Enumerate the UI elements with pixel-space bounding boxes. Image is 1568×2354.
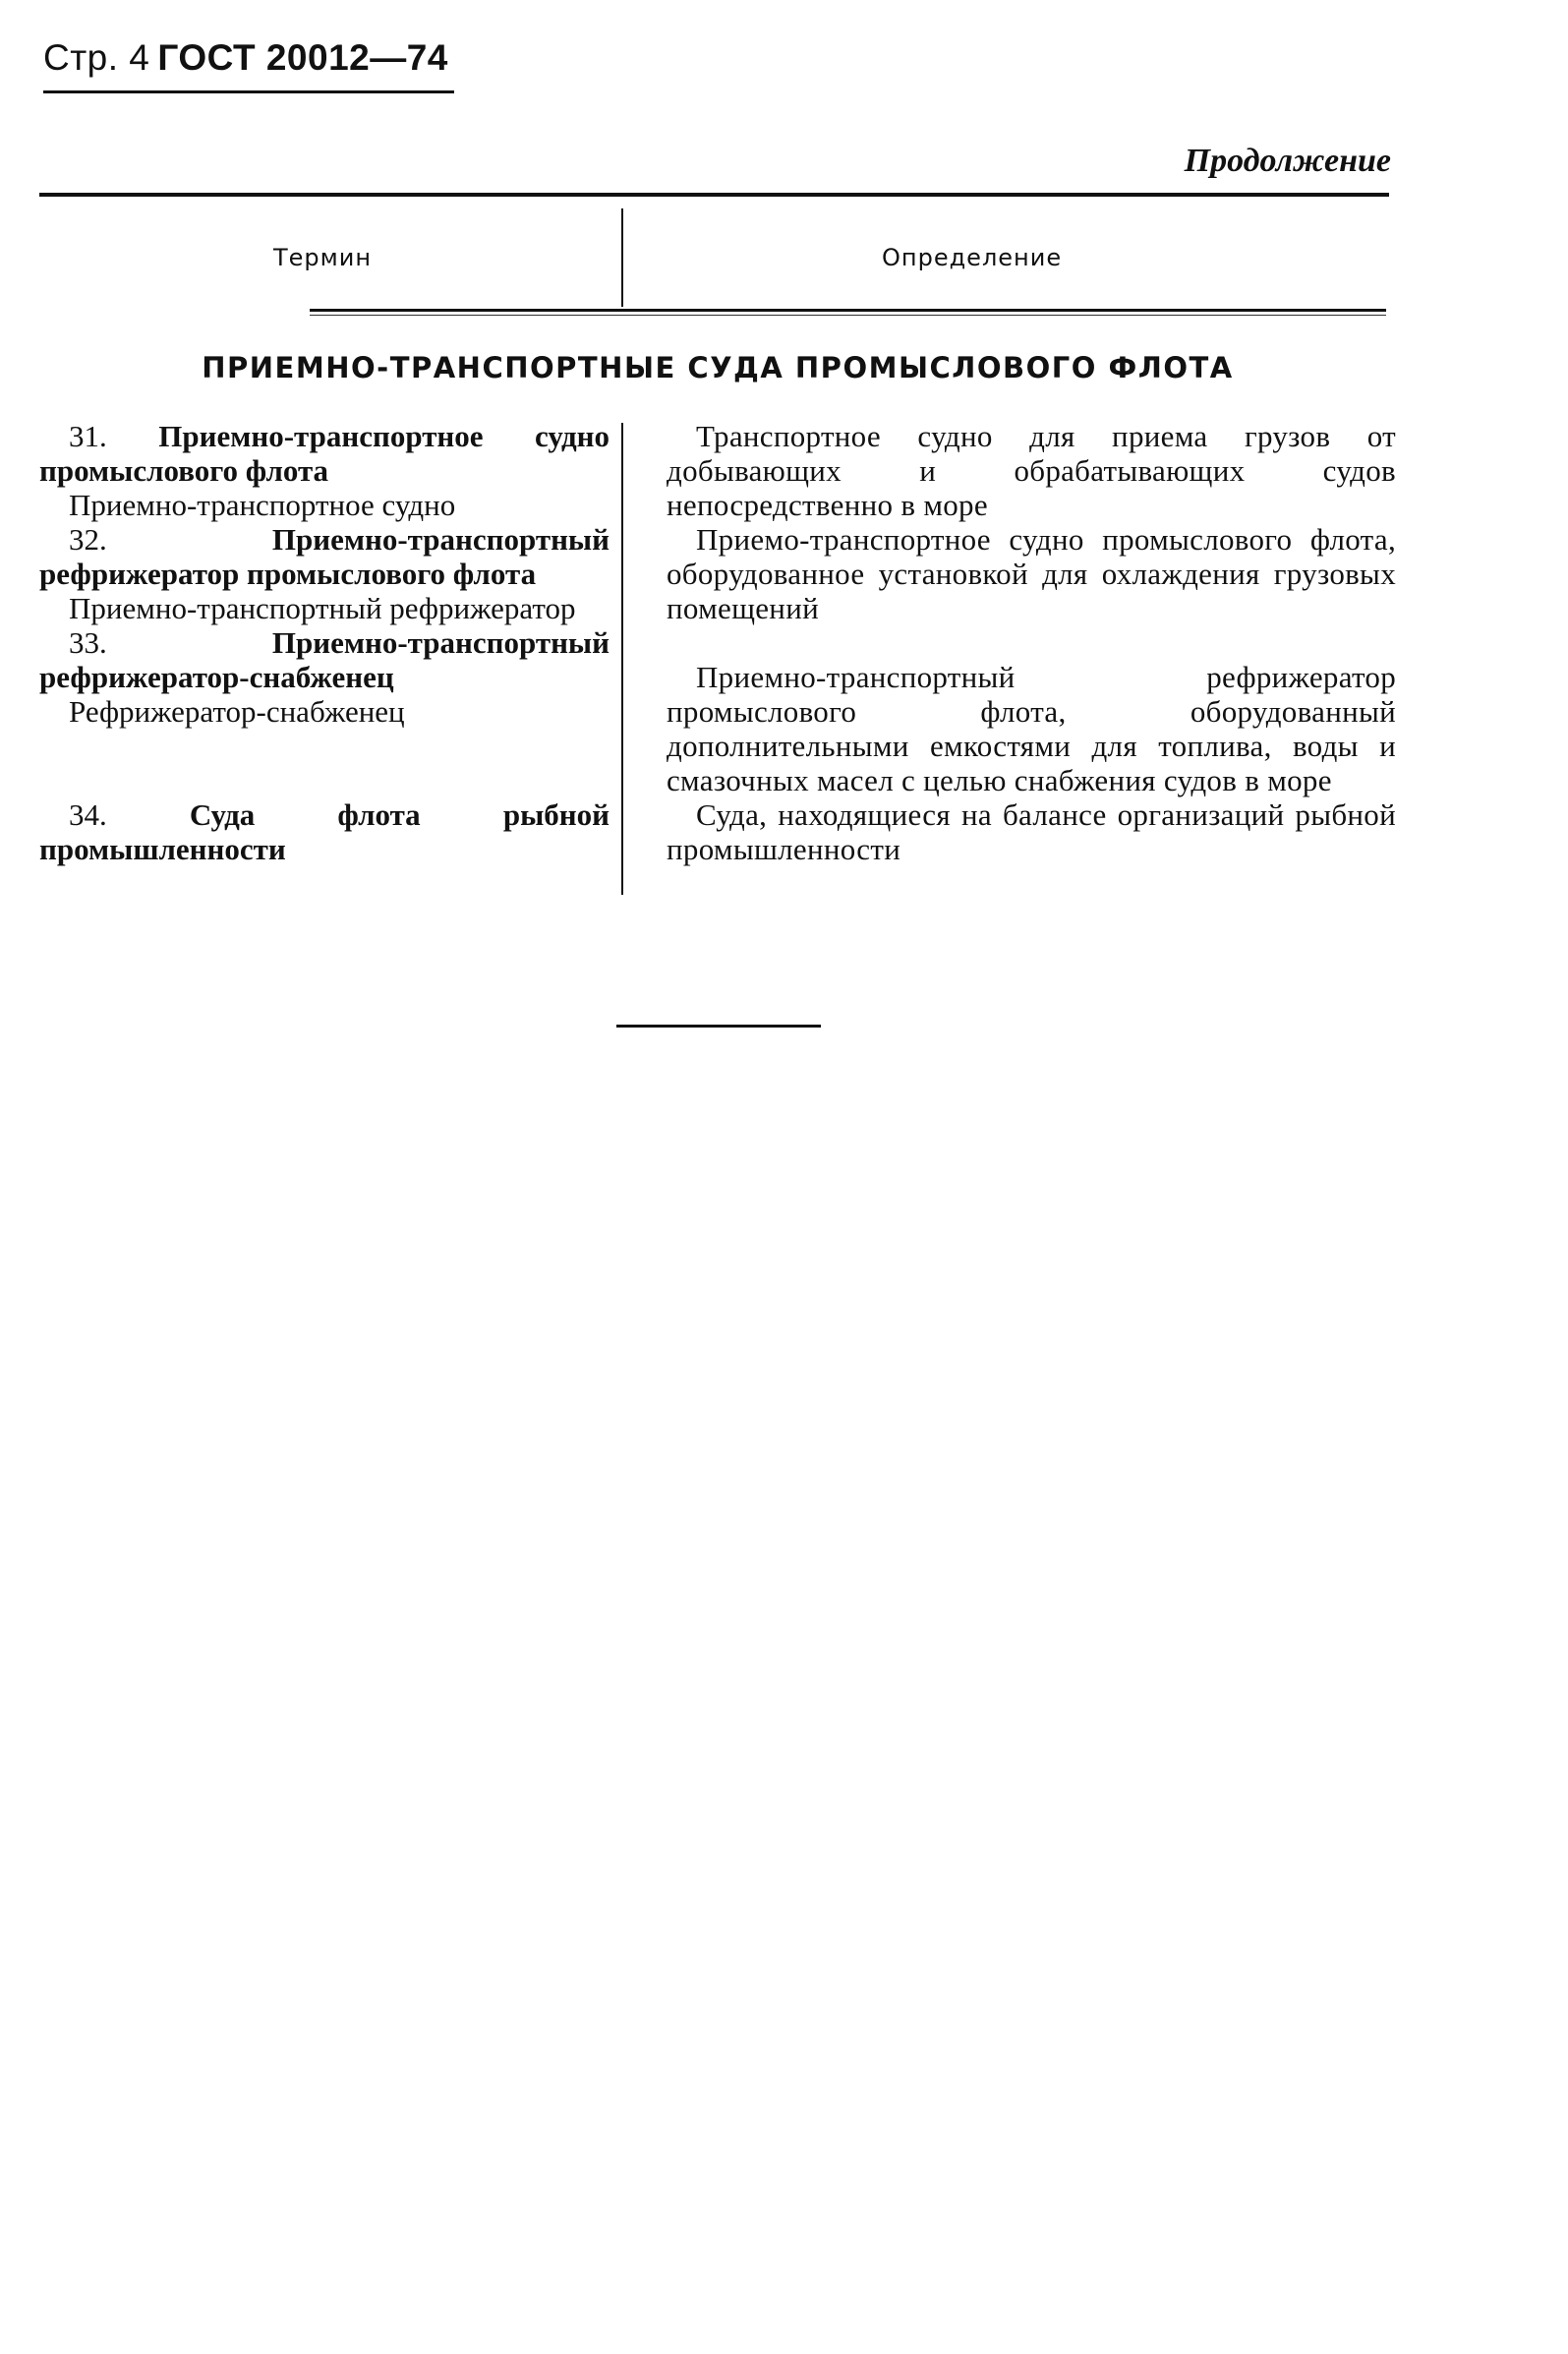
term-name: Приемно-транспортный рефрижератор-снабженец [39, 625, 610, 694]
term-text [39, 419, 610, 488]
continuation-label: Продолжение [1184, 143, 1391, 179]
term-entry-31 [39, 419, 610, 522]
entry-number: 32. [69, 522, 107, 557]
entry-number: 33. [69, 625, 107, 660]
table-top-rule [39, 193, 1389, 197]
term-entry-32 [39, 522, 610, 625]
term-entry-33 [39, 625, 610, 729]
term-entry-34 [39, 797, 610, 866]
table-header-rule [310, 309, 1386, 312]
term-text [39, 797, 610, 866]
definition-32: Приемо-транспортное судно промыслового флота, оборудованное установкой для охлаждения грузовых помещений [667, 522, 1396, 625]
header-column-divider [621, 208, 623, 307]
term-synonym: Рефрижератор-снабженец [69, 694, 405, 729]
term-column [39, 419, 610, 866]
entry-number: 34. [69, 797, 107, 832]
standard-designation: ГОСТ 20012—74 [157, 37, 448, 78]
term-name: Приемно-транспортное судно промыслового флота [39, 419, 610, 488]
column-header-definition: Определение [882, 244, 1063, 271]
spacer [39, 729, 610, 797]
definition-column [667, 419, 1396, 866]
term-name: Суда флота рыбной промышленности [39, 797, 610, 866]
section-title: ПРИЕМНО-ТРАНСПОРТНЫЕ СУДА ПРОМЫСЛОВОГО ФЛОТА [202, 351, 1234, 384]
end-of-section-rule [616, 1025, 821, 1028]
definition-31: Транспортное судно для приема грузов от добывающих и обрабатывающих судов непосредственно в море [667, 419, 1396, 522]
page-number: Стр. 4 [43, 37, 150, 78]
spacer [667, 625, 1396, 660]
body-column-divider [621, 423, 623, 895]
page-header [43, 37, 448, 79]
definition-33: Приемно-транспортный рефрижератор промыслового флота, оборудованный дополнительными емкостями для топлива, воды и смазочных масел с целью снабжения судов в море [667, 660, 1396, 797]
term-text [39, 625, 610, 694]
term-synonym: Приемно-транспортный рефрижератор [69, 591, 576, 625]
definition-34: Суда, находящиеся на балансе организаций рыбной промышленности [667, 797, 1396, 866]
table-header-rule-thin [310, 315, 1386, 316]
term-text [39, 522, 610, 591]
term-name: Приемно-транспортный рефрижератор промыслового флота [39, 522, 610, 591]
column-header-term: Термин [273, 244, 373, 271]
entry-number: 31. [69, 419, 107, 453]
header-underline [43, 90, 454, 93]
term-synonym: Приемно-транспортное судно [69, 488, 456, 522]
